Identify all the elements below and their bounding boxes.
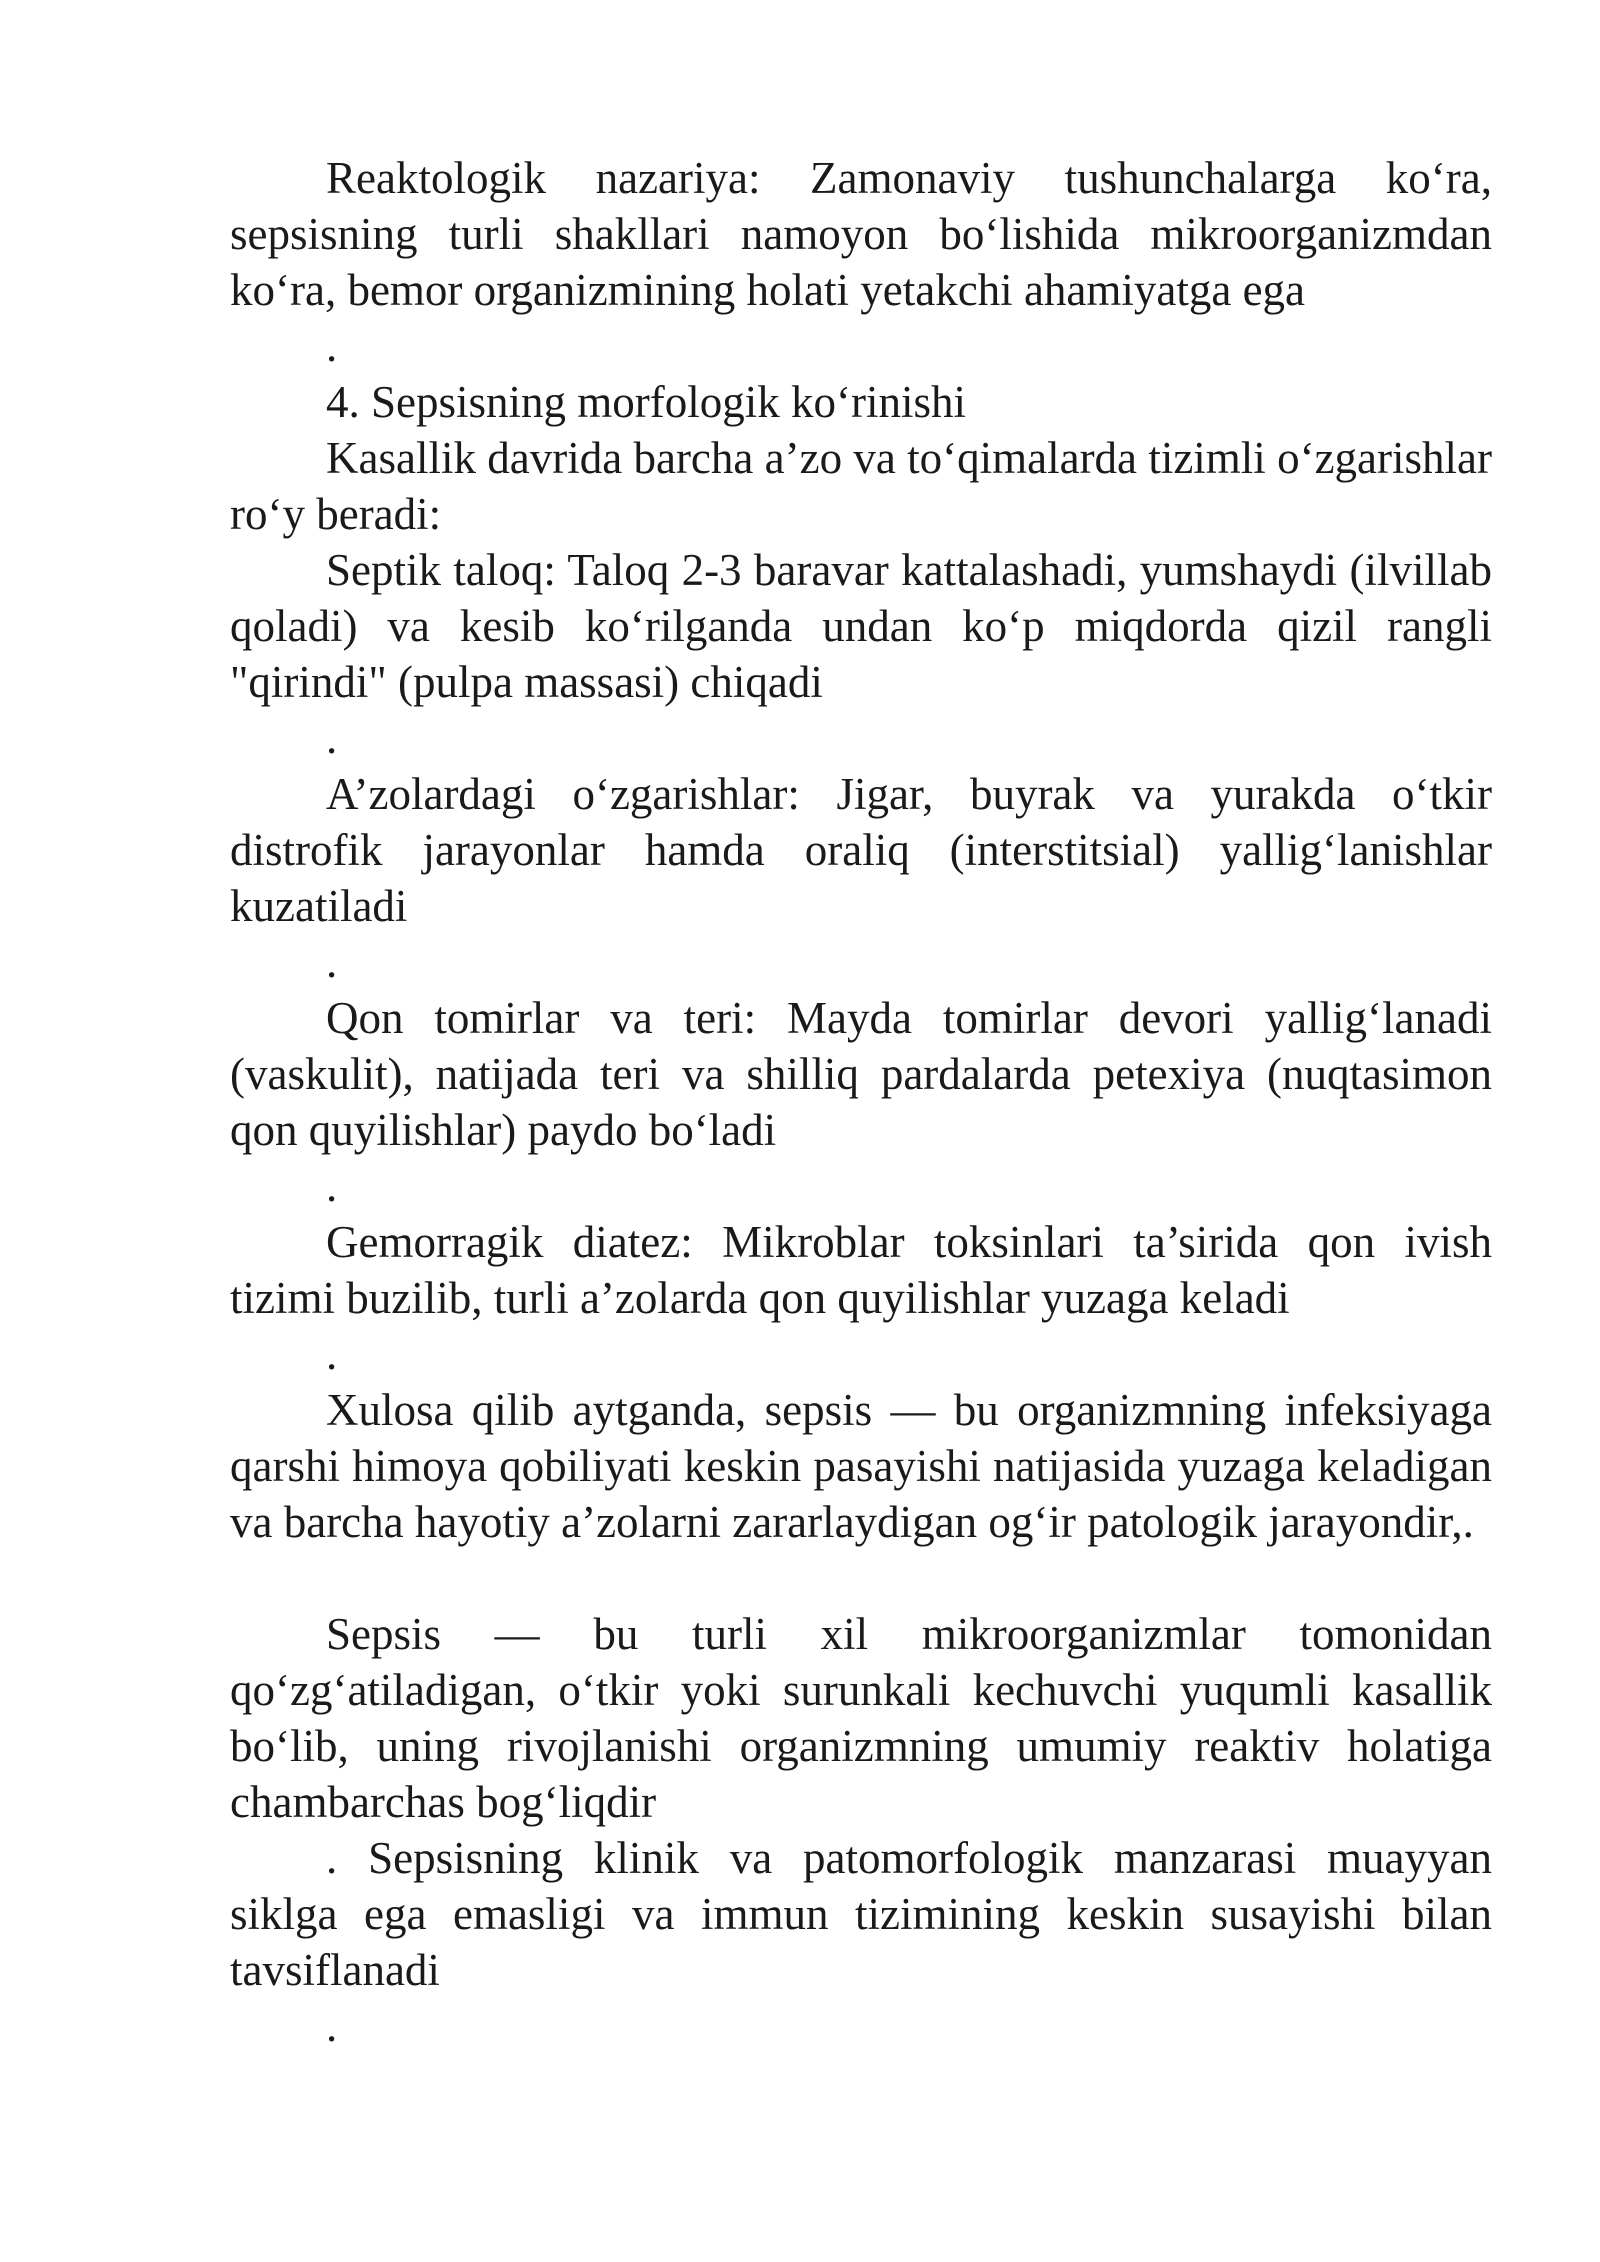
section-heading-morfologik-korinishi: 4. Sepsisning morfologik ko‘rinishi	[326, 377, 966, 427]
paragraph-klinik-manzarasi: . Sepsisning klinik va patomorfologik manzarasi muayyan siklga ega emasligi va immun tizimining keskin susayishi bilan tavsiflanadi	[230, 1833, 1492, 1995]
paragraph-gemorragik-diatez: Gemorragik diatez: Mikroblar toksinlari ta’sirida qon ivish tizimi buzilib, turli a’zolarda qon quyilishlar yuzaga keladi	[230, 1217, 1492, 1323]
blank-line	[230, 1550, 1492, 1606]
document-page	[230, 150, 1492, 2054]
paragraph-dot: .	[326, 321, 338, 371]
paragraph-dot: .	[326, 937, 338, 987]
paragraph-xulosa: Xulosa qilib aytganda, sepsis — bu organizmning infeksiyaga qarshi himoya qobiliyati keskin pasayishi natijasida yuzaga keladigan va barcha hayotiy a’zolarni zararlaydigan og‘ir patologik jarayondir,.	[230, 1385, 1492, 1547]
paragraph-azolardagi-ozgarishlar: A’zolardagi o‘zgarishlar: Jigar, buyrak va yurakda o‘tkir distrofik jarayonlar hamda oraliq (interstitsial) yallig‘lanishlar kuzatiladi	[230, 769, 1492, 931]
paragraph-reaktologik-nazariya: Reaktologik nazariya: Zamonaviy tushunchalarga ko‘ra, sepsisning turli shakllari namoyon bo‘lishida mikroorganizmdan ko‘ra, bemor organizmining holati yetakchi ahamiyatga ega	[230, 153, 1492, 315]
paragraph-qon-tomirlar-va-teri: Qon tomirlar va teri: Mayda tomirlar devori yallig‘lanadi (vaskulit), natijada teri va shilliq pardalarda petexiya (nuqtasimon qon quyilishlar) paydo bo‘ladi	[230, 993, 1492, 1155]
paragraph-dot: .	[326, 713, 338, 763]
paragraph-kasallik-davrida: Kasallik davrida barcha a’zo va to‘qimalarda tizimli o‘zgarishlar ro‘y beradi:	[230, 433, 1492, 539]
paragraph-sepsis-definition: Sepsis — bu turli xil mikroorganizmlar tomonidan qo‘zg‘atiladigan, o‘tkir yoki surunkali kechuvchi yuqumli kasallik bo‘lib, uning rivojlanishi organizmning umumiy reaktiv holatiga chambarchas bog‘liqdir	[230, 1609, 1492, 1827]
paragraph-dot: .	[326, 2001, 338, 2051]
paragraph-septik-taloq: Septik taloq: Taloq 2-3 baravar kattalashadi, yumshaydi (ilvillab qoladi) va kesib ko‘rilganda undan ko‘p miqdorda qizil rangli "qirindi" (pulpa massasi) chiqadi	[230, 545, 1492, 707]
paragraph-dot: .	[326, 1329, 338, 1379]
paragraph-dot: .	[326, 1161, 338, 1211]
